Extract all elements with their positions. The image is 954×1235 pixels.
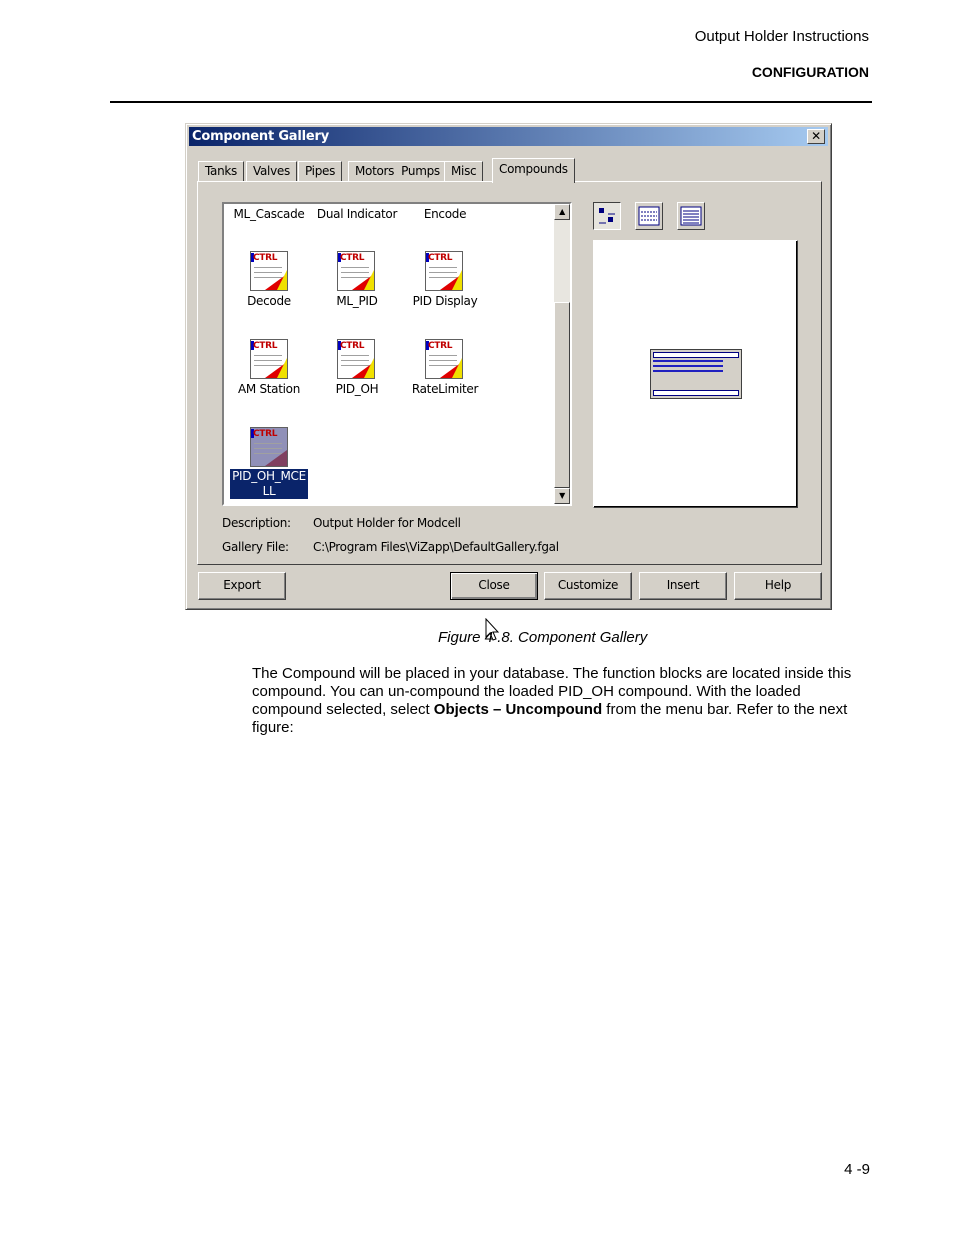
list-item[interactable]: PID_OH: [335, 382, 379, 396]
tab-compounds[interactable]: Compounds: [492, 158, 575, 183]
description-value: Output Holder for Modcell: [313, 516, 461, 530]
close-icon[interactable]: ✕: [807, 129, 825, 144]
list-item[interactable]: PID Display: [412, 294, 478, 308]
insert-button[interactable]: Insert: [639, 572, 727, 600]
ctrl-icon[interactable]: CTRL: [425, 251, 463, 291]
component-preview: [593, 240, 798, 508]
ctrl-icon[interactable]: CTRL: [425, 339, 463, 379]
list-item[interactable]: Encode: [423, 207, 467, 221]
figure-caption: Figure 4 .8. Component Gallery: [438, 629, 648, 646]
details-view-icon[interactable]: [677, 202, 705, 230]
compound-preview-thumbnail: [650, 349, 742, 399]
running-header-title: Output Holder Instructions: [694, 28, 869, 45]
tab-valves[interactable]: Valves: [246, 161, 297, 182]
component-list[interactable]: [222, 202, 572, 506]
list-item[interactable]: ML_Cascade: [233, 207, 305, 221]
list-item[interactable]: Dual Indicator: [316, 207, 398, 221]
dialog-titlebar[interactable]: [189, 127, 828, 146]
dialog-title: Component Gallery: [192, 129, 329, 144]
running-header-section: CONFIGURATION: [751, 64, 869, 80]
list-item[interactable]: ML_PID: [336, 294, 378, 308]
scroll-up-icon[interactable]: ▲: [554, 204, 570, 220]
list-item[interactable]: Decode: [247, 294, 291, 308]
header-rule: [110, 101, 872, 103]
component-gallery-dialog: [185, 123, 832, 610]
description-label: Description:: [222, 516, 291, 530]
help-button[interactable]: Help: [734, 572, 822, 600]
selected-list-item[interactable]: PID_OH_MCE LL: [232, 469, 306, 498]
tab-misc[interactable]: Misc: [444, 161, 483, 182]
page-number: 4 -9: [844, 1161, 870, 1178]
gallery-file-label: Gallery File:: [222, 540, 289, 554]
list-view-icon[interactable]: [635, 202, 663, 230]
ctrl-icon[interactable]: CTRL: [250, 251, 288, 291]
export-button[interactable]: Export: [198, 572, 286, 600]
ctrl-icon[interactable]: CTRL: [250, 339, 288, 379]
scroll-thumb[interactable]: [554, 302, 570, 488]
body-paragraph: The Compound will be placed in your database. The function blocks are located inside this compound. You can un-compound the loaded PID_OH compound. With the loaded compound selected, select Objects – Uncompound from the menu bar. Refer to the next figure:: [252, 665, 852, 736]
list-item[interactable]: RateLimiter: [411, 382, 479, 396]
scroll-down-icon[interactable]: ▼: [554, 488, 570, 504]
ctrl-icon[interactable]: CTRL: [250, 427, 288, 467]
ctrl-icon[interactable]: CTRL: [337, 251, 375, 291]
customize-button[interactable]: Customize: [544, 572, 632, 600]
large-icons-view-icon[interactable]: [593, 202, 621, 230]
close-button[interactable]: Close: [450, 572, 538, 600]
list-item[interactable]: AM Station: [237, 382, 301, 396]
gallery-file-value: C:\Program Files\ViZapp\DefaultGallery.fgal: [313, 540, 559, 554]
tab-tanks[interactable]: Tanks: [198, 161, 244, 182]
list-vertical-scrollbar[interactable]: [554, 204, 570, 504]
tab-pipes[interactable]: Pipes: [298, 161, 342, 182]
ctrl-icon[interactable]: CTRL: [337, 339, 375, 379]
tab-motors-pumps[interactable]: Motors Pumps: [348, 161, 447, 182]
